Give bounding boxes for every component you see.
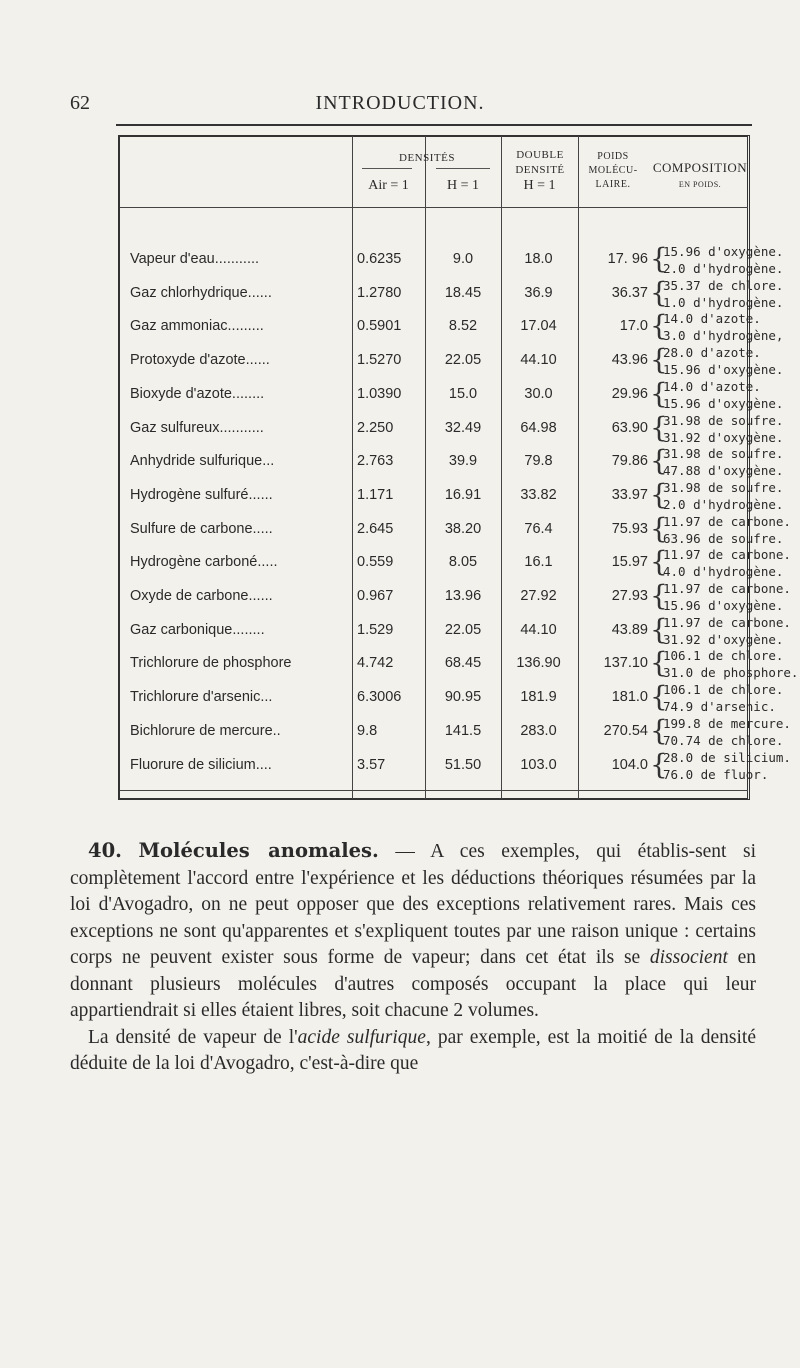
molecular-weight: 43.96 bbox=[611, 352, 648, 369]
density-h: 39.9 bbox=[448, 453, 478, 470]
density-h: 38.20 bbox=[444, 520, 482, 537]
density-h: 8.05 bbox=[448, 554, 478, 571]
densites-bracket bbox=[362, 168, 412, 169]
substance-name: Bioxyde d'azote........ bbox=[130, 385, 265, 402]
density-air: 0.5901 bbox=[357, 318, 402, 335]
density-air: 3.57 bbox=[357, 756, 386, 773]
paragraph-text: , par exemple, est la moitié de la densité déduite de la loi d'Avogadro, c'est-à-dire que bbox=[70, 1026, 756, 1074]
paragraph bbox=[70, 1025, 756, 1078]
brace-icon: { bbox=[650, 309, 668, 343]
table-row bbox=[120, 646, 799, 684]
density-air: 1.0390 bbox=[357, 385, 402, 402]
density-air: 2.763 bbox=[357, 453, 394, 470]
double-density: 79.8 bbox=[524, 453, 553, 470]
table-row bbox=[120, 612, 791, 651]
double-density: 103.0 bbox=[520, 756, 557, 773]
molecular-weight: 79.86 bbox=[611, 453, 648, 470]
paragraph bbox=[70, 838, 756, 1025]
density-air: 1.5270 bbox=[357, 352, 402, 369]
brace-icon: { bbox=[650, 242, 668, 275]
density-h: 32.49 bbox=[444, 419, 482, 436]
density-air: 0.6235 bbox=[357, 251, 402, 267]
density-air: 9.8 bbox=[357, 722, 378, 739]
composition: 11.97 de carbone. 63.96 de soufre. bbox=[663, 513, 791, 546]
molecular-weight: 36.37 bbox=[611, 284, 648, 301]
density-h: 16.91 bbox=[444, 486, 482, 503]
paragraph-text: — A ces exemples, qui établis-sent si complètement l'accord entre l'expérience et les déductions théoriques résumées par la loi d'Avogadro, on ne peut opposer que des exceptions relativement rares. Mais ces exceptions ne sont qu'apparentes et s'expliquent toutes par une raison unique : certains corps ne peuvent exister sous forme de vapeur; dans cet état ils se bbox=[70, 841, 756, 968]
header-composition-sub: EN POIDS. bbox=[678, 180, 722, 189]
table-row bbox=[120, 713, 791, 752]
density-air: 4.742 bbox=[357, 655, 394, 672]
density-h: 51.50 bbox=[444, 756, 482, 773]
molecular-weight: 17.0 bbox=[619, 318, 648, 335]
table-bottom-rule bbox=[120, 790, 748, 791]
brace-icon: { bbox=[650, 343, 668, 377]
running-title: INTRODUCTION. bbox=[315, 92, 485, 114]
table-row bbox=[120, 511, 791, 550]
substance-name: Hydrogène sulfuré...... bbox=[130, 486, 273, 503]
molecular-weight: 63.90 bbox=[611, 419, 648, 436]
molecular-weight: 33.97 bbox=[611, 486, 648, 503]
substance-name: Trichlorure de phosphore bbox=[130, 655, 292, 672]
header-composition: COMPOSITION bbox=[652, 160, 748, 175]
paragraph-text: La densité de vapeur de l' bbox=[88, 1026, 298, 1048]
molecular-weight: 75.93 bbox=[611, 520, 648, 537]
substance-name: Anhydride sulfurique... bbox=[130, 453, 275, 470]
substance-name: Fluorure de silicium.... bbox=[130, 756, 272, 773]
header-double-sub: H = 1 bbox=[523, 178, 556, 193]
molecular-weight: 29.96 bbox=[611, 385, 648, 402]
double-density: 64.98 bbox=[520, 419, 557, 436]
density-h: 13.96 bbox=[444, 588, 482, 604]
table-row bbox=[120, 309, 784, 347]
composition: 28.0 d'azote. 15.96 d'oxygène. bbox=[663, 345, 784, 378]
double-density: 76.4 bbox=[524, 520, 553, 537]
composition: 15.96 d'oxygène. 2.0 d'hydrogène. bbox=[663, 244, 784, 276]
header-air: Air = 1 bbox=[368, 178, 409, 193]
table-row bbox=[120, 410, 784, 449]
header-densites: DENSITÉS bbox=[399, 152, 455, 164]
substance-name: Gaz sulfureux........... bbox=[130, 419, 264, 436]
density-air: 0.559 bbox=[357, 554, 394, 571]
double-density: 36.9 bbox=[524, 284, 553, 301]
density-air: 0.967 bbox=[357, 588, 394, 604]
molecular-weight: 43.89 bbox=[611, 621, 648, 638]
table-row bbox=[120, 444, 784, 482]
substance-name: Gaz chlorhydrique...... bbox=[130, 284, 272, 301]
substance-name: Oxyde de carbone...... bbox=[130, 588, 273, 604]
section-number: 40. bbox=[88, 839, 122, 862]
brace-icon: { bbox=[650, 477, 668, 511]
emphasis: acide sulfurique bbox=[297, 1026, 426, 1048]
molecular-weight: 17. 96 bbox=[607, 251, 648, 267]
brace-icon: { bbox=[650, 444, 668, 478]
brace-icon: { bbox=[650, 275, 668, 309]
section-title: Molécules anomales. bbox=[138, 839, 379, 862]
table-row bbox=[120, 242, 784, 280]
emphasis: dissocient bbox=[649, 947, 728, 968]
double-density: 181.9 bbox=[520, 689, 557, 706]
substance-name: Gaz carbonique........ bbox=[130, 621, 265, 638]
molecular-weight: 15.97 bbox=[611, 554, 648, 571]
composition: 14.0 d'azote. 15.96 d'oxygène. bbox=[663, 378, 784, 411]
substance-name: Bichlorure de mercure.. bbox=[130, 722, 281, 739]
brace-icon: { bbox=[650, 410, 668, 444]
density-h: 9.0 bbox=[452, 251, 474, 267]
double-density: 33.82 bbox=[520, 486, 557, 503]
brace-icon: { bbox=[650, 646, 668, 680]
molecular-weight: 137.10 bbox=[603, 655, 648, 672]
composition: 35.37 de chlore. 1.0 d'hydrogène. bbox=[663, 277, 784, 310]
composition: 28.0 de silicium. 76.0 de fluor. bbox=[663, 749, 791, 782]
composition: 31.98 de soufre. 2.0 d'hydrogène. bbox=[663, 479, 784, 512]
double-density: 136.90 bbox=[516, 655, 561, 672]
double-density: 30.0 bbox=[524, 385, 553, 402]
molecular-weight: 27.93 bbox=[611, 588, 648, 604]
density-h: 90.95 bbox=[444, 689, 482, 706]
running-head bbox=[0, 68, 800, 114]
density-h: 141.5 bbox=[444, 722, 482, 739]
header-h: H = 1 bbox=[446, 178, 479, 193]
density-h: 8.52 bbox=[448, 318, 478, 335]
densites-bracket bbox=[436, 168, 490, 169]
composition: 31.98 de soufre. 47.88 d'oxygène. bbox=[663, 446, 784, 479]
header-rule-top bbox=[116, 124, 752, 126]
brace-icon: { bbox=[650, 612, 668, 646]
density-air: 1.171 bbox=[357, 486, 394, 503]
table-row bbox=[120, 747, 791, 786]
molecular-weight: 104.0 bbox=[611, 756, 648, 773]
double-density: 16.1 bbox=[524, 554, 553, 571]
brace-icon: { bbox=[650, 680, 668, 714]
composition: 11.97 de carbone. 15.96 d'oxygène. bbox=[663, 581, 791, 613]
table-header-rule bbox=[120, 207, 748, 208]
composition: 31.98 de soufre. 31.92 d'oxygène. bbox=[663, 412, 784, 445]
substance-name: Trichlorure d'arsenic... bbox=[130, 689, 273, 706]
table-row bbox=[120, 545, 791, 583]
molecular-weight: 181.0 bbox=[611, 689, 648, 706]
double-density: 44.10 bbox=[520, 352, 557, 369]
density-h: 68.45 bbox=[444, 655, 482, 672]
density-air: 1.529 bbox=[357, 621, 394, 638]
substance-name: Vapeur d'eau........... bbox=[130, 251, 260, 267]
composition: 106.1 de chlore. 31.0 de phosphore. bbox=[663, 648, 799, 681]
composition: 14.0 d'azote. 3.0 d'hydrogène, bbox=[663, 311, 784, 344]
density-h: 18.45 bbox=[444, 284, 482, 301]
double-density: 18.0 bbox=[524, 251, 553, 267]
body-text bbox=[70, 838, 756, 1078]
density-air: 2.645 bbox=[357, 520, 394, 537]
molecular-weight: 270.54 bbox=[603, 722, 648, 739]
double-density: 44.10 bbox=[520, 621, 557, 638]
substance-name: Hydrogène carboné..... bbox=[130, 554, 278, 571]
substance-name: Gaz ammoniac......... bbox=[130, 318, 264, 335]
double-density: 17.04 bbox=[520, 318, 557, 335]
composition: 199.8 de mercure. 70.74 de chlore. bbox=[663, 715, 791, 748]
double-density: 27.92 bbox=[520, 588, 557, 604]
paragraph-text: en donnant plusieurs molécules d'autres composés occupant la place qui leur appartiendrait si elles étaient libres, soit chacune 2 volumes. bbox=[70, 947, 756, 1021]
brace-icon: { bbox=[650, 376, 668, 410]
composition: 106.1 de chlore. 74.9 d'arsenic. bbox=[663, 682, 784, 715]
brace-icon: { bbox=[650, 511, 668, 545]
composition: 11.97 de carbone. 31.92 d'oxygène. bbox=[663, 614, 791, 647]
density-h: 22.05 bbox=[444, 621, 482, 638]
table-row bbox=[120, 376, 784, 415]
double-density: 283.0 bbox=[520, 722, 557, 739]
table-row bbox=[120, 477, 784, 516]
table-row bbox=[120, 680, 784, 718]
table-row bbox=[120, 579, 791, 617]
substance-name: Sulfure de carbone..... bbox=[130, 520, 273, 537]
density-air: 6.3006 bbox=[357, 689, 402, 706]
brace-icon: { bbox=[650, 713, 668, 747]
density-air: 1.2780 bbox=[357, 284, 402, 301]
density-h: 22.05 bbox=[444, 352, 482, 369]
brace-icon: { bbox=[650, 747, 668, 781]
brace-icon: { bbox=[650, 579, 668, 612]
header-double: DOUBLE DENSITÉ bbox=[515, 149, 565, 176]
page-number: 62 bbox=[70, 92, 90, 114]
brace-icon: { bbox=[650, 545, 668, 579]
composition: 11.97 de carbone. 4.0 d'hydrogène. bbox=[663, 547, 791, 580]
density-air: 2.250 bbox=[357, 419, 394, 436]
table-row bbox=[120, 275, 784, 314]
substance-name: Protoxyde d'azote...... bbox=[130, 352, 270, 369]
density-h: 15.0 bbox=[448, 385, 478, 402]
header-poids: POIDS MOLÉCU-LAIRE. bbox=[588, 151, 638, 190]
table-row bbox=[120, 343, 784, 381]
